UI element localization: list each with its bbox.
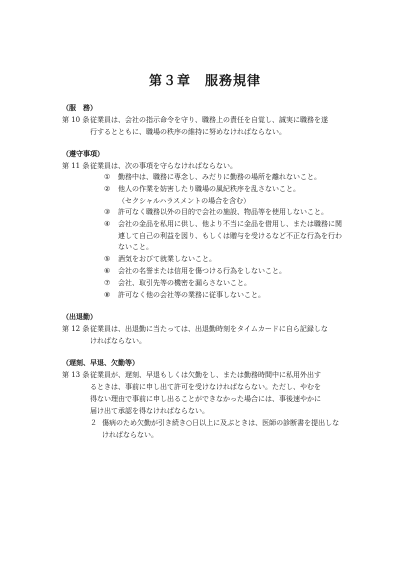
article-13-line: 得ない理由で事前に申し出ることができなかった場合には、事後速やかに: [90, 395, 321, 403]
item-marker: ⑦: [104, 279, 111, 287]
item-text: 会社、取引先等の機密を漏らさないこと。: [118, 279, 251, 287]
paragraph-text: 傷病のため欠勤が引き続き○日以上に及ぶときは、医師の診断書を提出しな: [102, 419, 340, 427]
item-marker: ⑧: [104, 291, 111, 299]
article-10-body: [90, 114, 365, 138]
article-10-number: 第 10 条: [62, 116, 90, 124]
article-13-number: 第 13 条: [62, 371, 90, 379]
article-12-heading: （出退勤）: [62, 312, 97, 321]
item-text: 許可なく職務以外の目的で会社の施設、物品等を使用しないこと。: [118, 208, 328, 216]
item-marker: ③: [104, 208, 111, 216]
item-text: （セクシャルハラスメントの場合を含む）: [118, 196, 251, 205]
article-12-body: [90, 323, 365, 347]
item-text: 会社の名誉または信用を傷つける行為をしないこと。: [118, 267, 286, 275]
article-12-number: 第 12 条: [62, 325, 90, 333]
item-marker: ④: [104, 220, 111, 228]
article-11-body: [90, 160, 365, 172]
item-marker: ①: [104, 173, 111, 181]
article-12-line: 従業員は、出退勤に当たっては、出退勤時刻をタイムカードに自ら記録しな: [90, 325, 328, 333]
article-13-body: [90, 369, 365, 417]
item-text: 許可なく他の会社等の業務に従事しないこと。: [118, 291, 265, 299]
paragraph-marker: ２: [90, 419, 97, 427]
chapter-title: 第３章 服務規律: [148, 74, 261, 89]
article-12-line: ければならない。: [90, 337, 146, 345]
article-10-line: 従業員は、会社の指示命令を守り、職務上の責任を自覚し、誠実に職務を遂: [90, 116, 328, 124]
item-text: ないこと。: [118, 243, 153, 252]
article-11-number: 第 11 条: [62, 162, 90, 170]
paragraph-text: ければならない。: [102, 431, 158, 439]
article-11-line: 従業員は、次の事項を守らなければならない。: [90, 162, 237, 170]
item-marker: ②: [104, 185, 111, 193]
article-13-heading: （遅刻、早退、欠勤等）: [62, 358, 139, 367]
article-10-line: 行するとともに、職場の秩序の維持に努めなければならない。: [90, 128, 286, 136]
item-marker: ⑤: [104, 255, 111, 263]
item-text: 連して自己の利益を図り、もしくは贈与を受けるなど不正な行為を行わ: [118, 231, 342, 240]
item-text: 他人の作業を妨害したり職場の風紀秩序を乱さないこと。: [118, 185, 300, 193]
item-marker: ⑥: [104, 267, 111, 275]
item-text: 勤務中は、職務に専念し、みだりに勤務の場所を離れないこと。: [118, 173, 321, 181]
article-11-heading: （遵守事項）: [62, 149, 104, 158]
item-text: 酒気をおびて就業しないこと。: [118, 255, 216, 263]
article-13-line: 従業員が、遅刻、早退もしくは欠勤をし、または勤務時間中に私用外出す: [90, 371, 321, 379]
item-text: 会社の金品を私用に供し、他より不当に金品を借用し、または職務に関: [118, 220, 342, 228]
article-13-line: るときは、事前に申し出て許可を受けなければならない。ただし、やむを: [90, 383, 321, 391]
article-10-heading: （服 務）: [62, 103, 97, 112]
article-13-line: 届け出て承認を得なければならない。: [90, 407, 209, 415]
